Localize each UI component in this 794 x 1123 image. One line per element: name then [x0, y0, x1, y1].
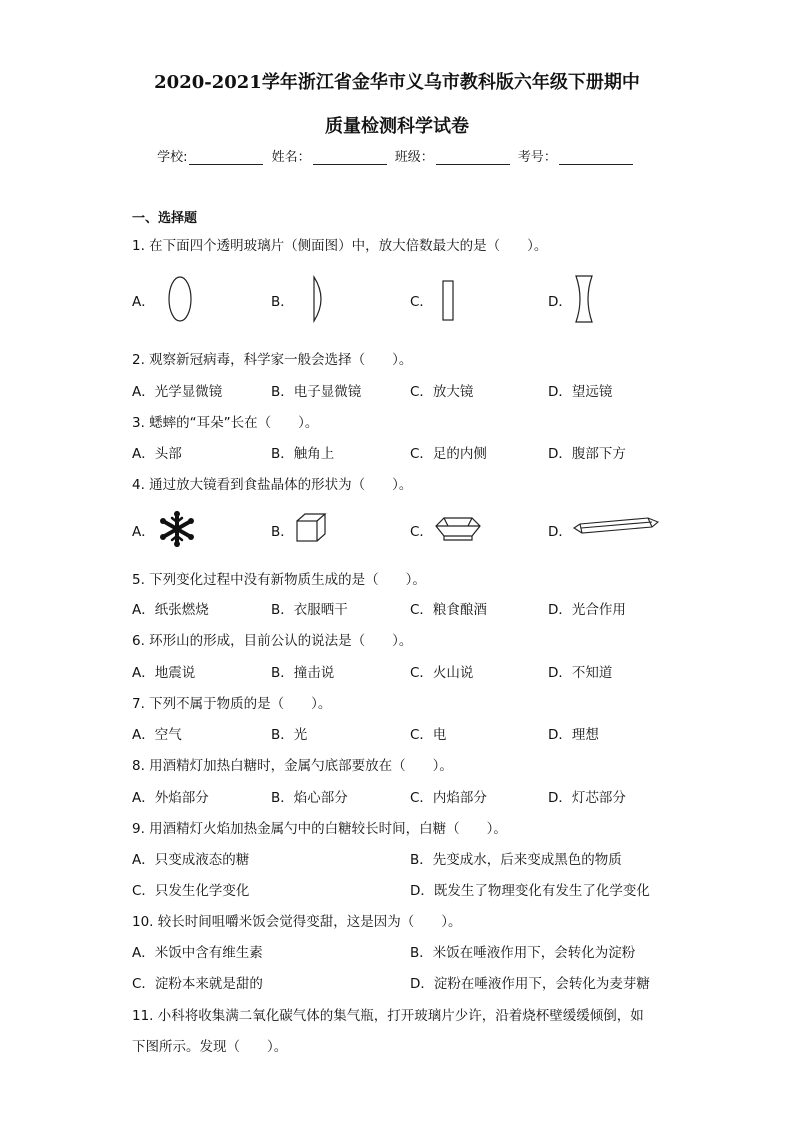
id-label: 考号： — [517, 150, 557, 165]
q3-option-d[interactable]: D．腹部下方 — [548, 446, 626, 462]
q10-option-a[interactable]: A．米饭中含有维生素 — [132, 945, 263, 961]
question-11-continued: 下图所示。发现（ ）。 — [132, 1039, 288, 1055]
q7-option-a[interactable]: A．空气 — [132, 727, 182, 743]
q7-option-c[interactable]: C．电 — [410, 727, 447, 743]
q5-option-b[interactable]: B．衣服晒干 — [271, 602, 348, 618]
question-1: 1. 在下面四个透明玻璃片（侧面图）中，放大倍数最大的是（ ）。 — [132, 238, 548, 254]
q5-option-c[interactable]: C．粮食酿酒 — [410, 602, 487, 618]
q10-option-d[interactable]: D．淀粉在唾液作用下，会转化为麦芽糖 — [410, 976, 650, 992]
q1-option-d[interactable]: D． — [548, 294, 572, 310]
flat-hexagonal-crystal-icon — [434, 514, 482, 542]
q1-option-c[interactable]: C． — [410, 294, 433, 310]
name-blank[interactable] — [313, 150, 387, 165]
q4-option-d[interactable]: D． — [548, 524, 572, 540]
q7-option-d[interactable]: D．理想 — [548, 727, 599, 743]
question-7: 7. 下列不属于物质的是（ ）。 — [132, 696, 332, 712]
q6-option-a[interactable]: A．地震说 — [132, 665, 196, 681]
q6-option-b[interactable]: B．撞击说 — [271, 665, 335, 681]
q2-option-b[interactable]: B．电子显微镜 — [271, 384, 362, 400]
q10-option-b[interactable]: B．米饭在唾液作用下，会转化为淀粉 — [410, 945, 636, 961]
q1-option-b[interactable]: B． — [271, 294, 294, 310]
q4-option-c[interactable]: C． — [410, 524, 433, 540]
q8-option-c[interactable]: C．内焰部分 — [410, 790, 487, 806]
section-title: 一、选择题 — [132, 211, 198, 226]
id-blank[interactable] — [559, 150, 633, 165]
plano-convex-lens-icon — [306, 275, 330, 323]
question-10: 10. 较长时间咀嚼米饭会觉得变甜，这是因为（ ）。 — [132, 914, 462, 930]
q2-option-a[interactable]: A．光学显微镜 — [132, 384, 223, 400]
q8-option-d[interactable]: D．灯芯部分 — [548, 790, 626, 806]
student-info-row — [0, 146, 794, 165]
q3-option-c[interactable]: C．足的内侧 — [410, 446, 487, 462]
q8-option-a[interactable]: A．外焰部分 — [132, 790, 209, 806]
q6-option-d[interactable]: D．不知道 — [548, 665, 613, 681]
q5-option-d[interactable]: D．光合作用 — [548, 602, 626, 618]
q3-option-b[interactable]: B．触角上 — [271, 446, 335, 462]
q9-option-d[interactable]: D．既发生了物理变化有发生了化学变化 — [410, 883, 650, 899]
question-11: 11. 小科将收集满二氧化碳气体的集气瓶，打开玻璃片少许，沿着烧杯壁缓缓倾倒，如 — [132, 1008, 644, 1024]
biconvex-lens-icon — [167, 275, 195, 323]
q4-option-b[interactable]: B． — [271, 524, 294, 540]
needle-crystal-icon — [572, 514, 660, 536]
flat-glass-plate-icon — [440, 280, 456, 322]
question-8: 8. 用酒精灯加热白糖时，金属勺底部要放在（ ）。 — [132, 758, 453, 774]
q9-option-b[interactable]: B．先变成水，后来变成黑色的物质 — [410, 852, 622, 868]
q1-option-a[interactable]: A． — [132, 294, 155, 310]
cube-crystal-icon — [295, 512, 327, 544]
q7-option-b[interactable]: B．光 — [271, 727, 308, 743]
q5-option-a[interactable]: A．纸张燃烧 — [132, 602, 209, 618]
exam-title-line2: 质量检测科学试卷 — [325, 116, 469, 137]
biconcave-lens-icon — [573, 274, 595, 324]
q9-option-c[interactable]: C．只发生化学变化 — [132, 883, 250, 899]
question-3: 3. 蟋蟀的“耳朵”长在（ ）。 — [132, 415, 319, 431]
question-4: 4. 通过放大镜看到食盐晶体的形状为（ ）。 — [132, 477, 413, 493]
school-label: 学校: — [157, 150, 188, 165]
class-blank[interactable] — [436, 150, 510, 165]
q2-option-c[interactable]: C．放大镜 — [410, 384, 474, 400]
q9-option-a[interactable]: A．只变成液态的糖 — [132, 852, 250, 868]
q6-option-c[interactable]: C．火山说 — [410, 665, 474, 681]
q3-option-a[interactable]: A．头部 — [132, 446, 182, 462]
snowflake-crystal-icon — [158, 510, 196, 548]
name-label: 姓名： — [271, 150, 311, 165]
school-blank[interactable] — [189, 150, 263, 165]
question-2: 2. 观察新冠病毒，科学家一般会选择（ ）。 — [132, 352, 413, 368]
q8-option-b[interactable]: B．焰心部分 — [271, 790, 348, 806]
question-9: 9. 用酒精灯火焰加热金属勺中的白糖较长时间，白糖（ ）。 — [132, 821, 507, 837]
question-6: 6. 环形山的形成，目前公认的说法是（ ）。 — [132, 633, 413, 649]
exam-title-line1: 2020-2021学年浙江省金华市义乌市教科版六年级下册期中 — [154, 72, 640, 93]
q2-option-d[interactable]: D．望远镜 — [548, 384, 613, 400]
q4-option-a[interactable]: A． — [132, 524, 155, 540]
q10-option-c[interactable]: C．淀粉本来就是甜的 — [132, 976, 263, 992]
class-label: 班级： — [394, 150, 434, 165]
question-5: 5. 下列变化过程中没有新物质生成的是（ ）。 — [132, 572, 426, 588]
